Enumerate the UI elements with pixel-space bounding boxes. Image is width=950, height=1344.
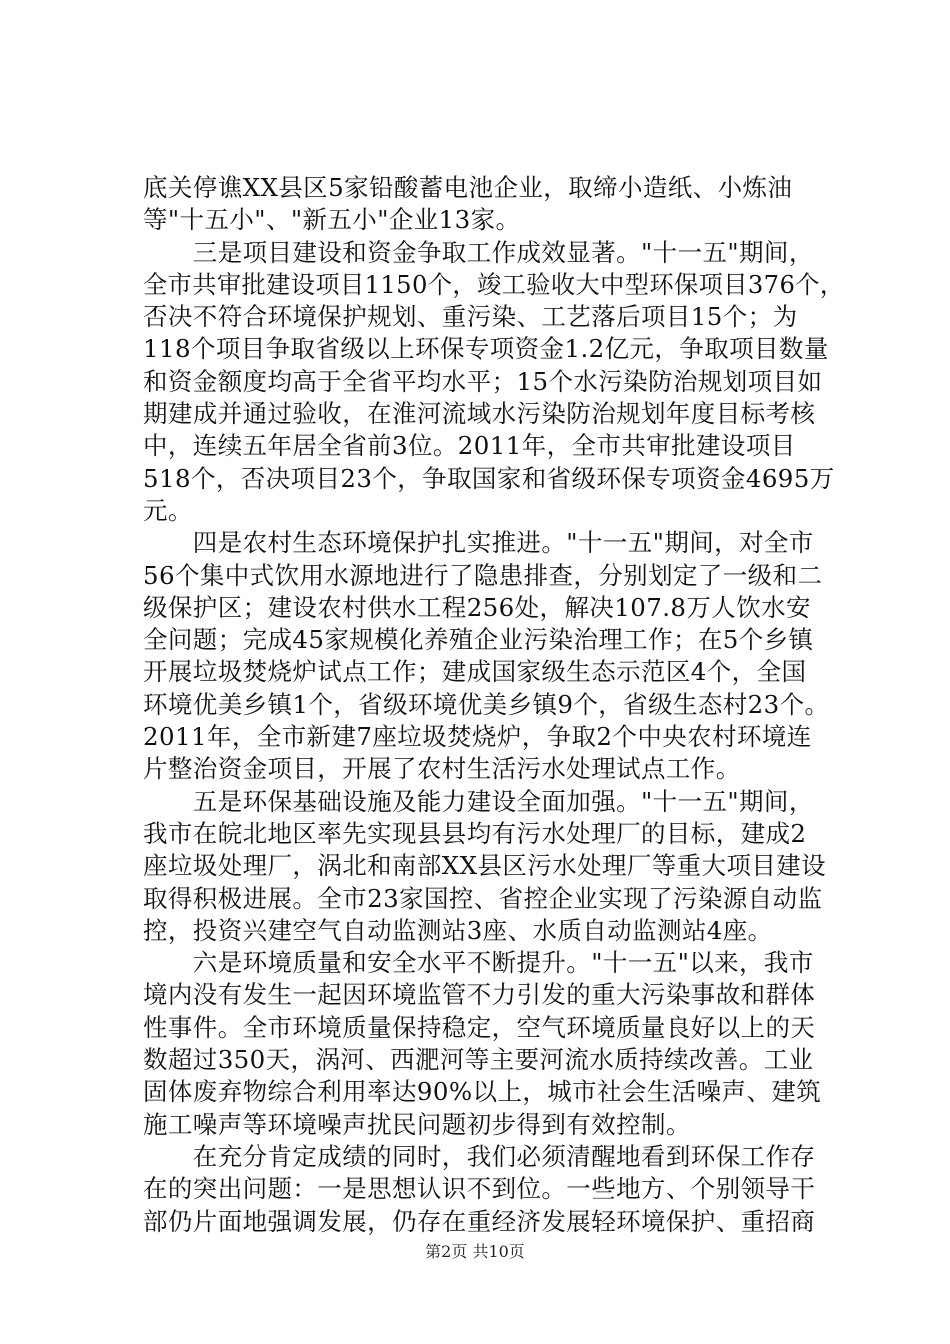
- text-line: 在充分肯定成绩的同时，我们必须清醒地看到环保工作存: [143, 1141, 816, 1171]
- text-line: 四是农村生态环境保护扎实推进。"十一五"期间，对全市: [143, 528, 814, 558]
- page-footer: 第2页 共10页: [425, 1242, 525, 1261]
- text-line: 开展垃圾焚烧炉试点工作；建成国家级生态示范区4个，全国: [143, 657, 807, 687]
- text-line: 元。: [143, 495, 193, 525]
- text-line: 控，投资兴建空气自动监测站3座、水质自动监测站4座。: [143, 915, 773, 945]
- text-line: 否决不符合环境保护规划、重污染、工艺落后项目15个；为: [143, 302, 798, 332]
- text-line: 五是环保基础设施及能力建设全面加强。"十一五"期间，: [143, 786, 814, 816]
- text-line: 环境优美乡镇1个，省级环境优美乡镇9个，省级生态村23个。: [143, 689, 830, 719]
- text-line: 在的突出问题：一是思想认识不到位。一些地方、个别领导干: [143, 1174, 816, 1204]
- text-line: 片整治资金项目，开展了农村生活污水处理试点工作。: [143, 754, 741, 784]
- text-line: 和资金额度均高于全省平均水平；15个水污染防治规划项目如: [143, 366, 823, 396]
- text-line: 56个集中式饮用水源地进行了隐患排查，分别划定了一级和二: [143, 560, 823, 590]
- text-line: 中，连续五年居全省前3位。2011年，全市共审批建设项目: [143, 431, 796, 461]
- text-line: 我市在皖北地区率先实现县县均有污水处理厂的目标，建成2: [143, 818, 807, 848]
- text-line: 性事件。全市环境质量保持稳定，空气环境质量良好以上的天: [143, 1012, 816, 1042]
- text-line: 等"十五小"、"新五小"企业13家。: [143, 205, 521, 235]
- text-line: 518个，否决项目23个，争取国家和省级环保专项资金4695万: [143, 463, 835, 493]
- text-line: 底关停谯XX县区5家铅酸蓄电池企业，取缔小造纸、小炼油: [143, 173, 793, 202]
- text-line: 118个项目争取省级以上环保专项资金1.2亿元，争取项目数量: [143, 334, 829, 364]
- text-line: 境内没有发生一起因环境监管不力引发的重大污染事故和群体: [143, 980, 816, 1010]
- text-line: 全市共审批建设项目1150个，竣工验收大中型环保项目376个，: [143, 269, 845, 299]
- text-line: 全问题；完成45家规模化养殖企业污染治理工作；在5个乡镇: [143, 625, 814, 655]
- text-line: 2011年，全市新建7座垃圾焚烧炉，争取2个中央农村环境连: [143, 722, 812, 752]
- text-line: 部仍片面地强调发展，仍存在重经济发展轻环境保护、重招商: [143, 1206, 816, 1236]
- text-line: 级保护区；建设农村供水工程256处，解决107.8万人饮水安: [143, 592, 811, 622]
- text-line: 期建成并通过验收，在淮河流域水污染防治规划年度目标考核: [143, 399, 816, 429]
- text-line: 取得积极进展。全市23家国控、省控企业实现了污染源自动监: [143, 883, 823, 913]
- body-text: [143, 172, 845, 1238]
- text-line: 施工噪声等环境噪声扰民问题初步得到有效控制。: [143, 1109, 691, 1139]
- text-line: 座垃圾处理厂，涡北和南部XX县区污水处理厂等重大项目建设: [143, 851, 827, 881]
- text-line: 六是环境质量和安全水平不断提升。"十一五"以来，我市: [143, 948, 814, 978]
- text-line: 固体废弃物综合利用率达90%以上，城市社会生活噪声、建筑: [143, 1077, 822, 1107]
- text-line: 三是项目建设和资金争取工作成效显著。"十一五"期间，: [143, 237, 814, 267]
- text-line: 数超过350天，涡河、西淝河等主要河流水质持续改善。工业: [143, 1045, 814, 1075]
